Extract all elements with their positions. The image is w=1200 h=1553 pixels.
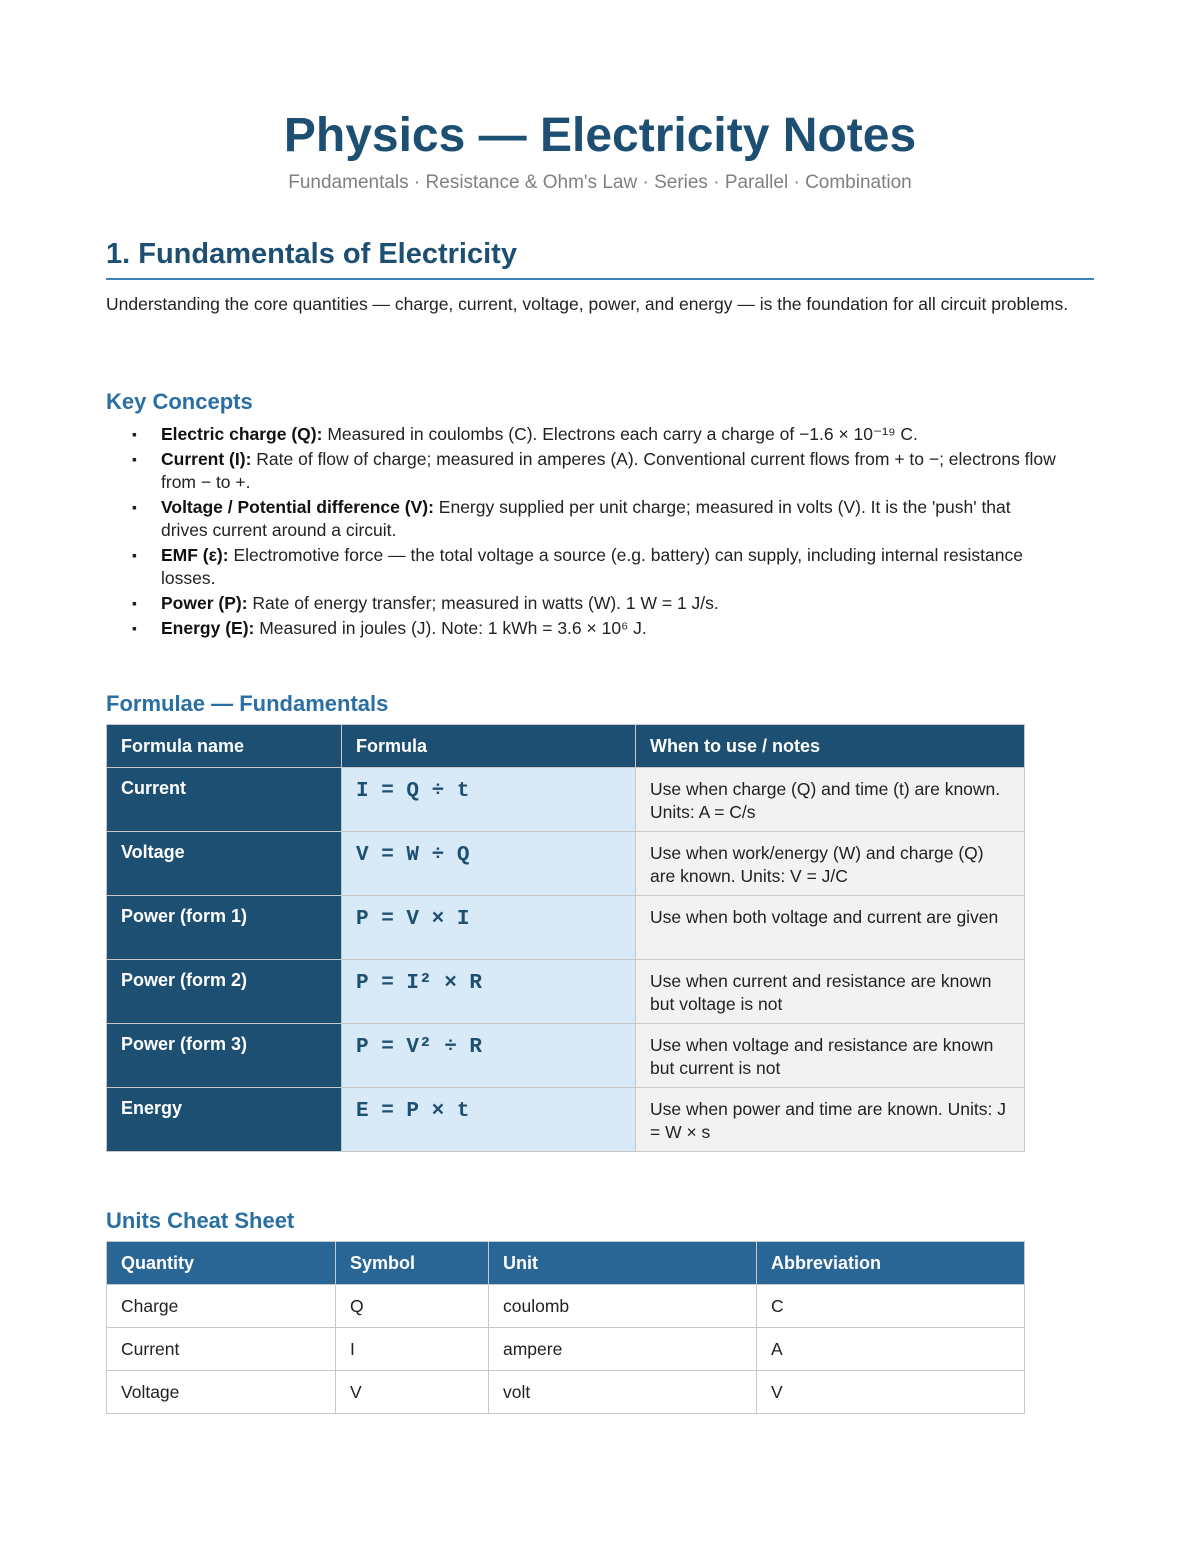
formulae-heading: Formulae — Fundamentals bbox=[106, 691, 389, 716]
table-row bbox=[107, 1024, 1025, 1088]
concept-term: Electric charge (Q): bbox=[161, 424, 323, 444]
bullet-icon: ▪ bbox=[132, 620, 137, 636]
table-row bbox=[107, 1088, 1025, 1152]
list-item bbox=[106, 496, 1056, 542]
list-item bbox=[106, 423, 1056, 446]
table-row bbox=[107, 1371, 1025, 1414]
key-concepts-list bbox=[106, 423, 1056, 642]
column-header: When to use / notes bbox=[636, 725, 1025, 768]
formula-expression: V = W ÷ Q bbox=[342, 832, 636, 896]
concept-term: Current (I): bbox=[161, 449, 252, 469]
formula-expression: P = V × I bbox=[342, 896, 636, 960]
column-header: Formula bbox=[342, 725, 636, 768]
formula-note: Use when voltage and resistance are known but current is not bbox=[636, 1024, 1025, 1088]
formula-name: Energy bbox=[107, 1088, 342, 1152]
concept-term: Power (P): bbox=[161, 593, 248, 613]
abbreviation-cell: A bbox=[757, 1328, 1025, 1371]
formula-name: Power (form 3) bbox=[107, 1024, 342, 1088]
formula-note: Use when work/energy (W) and charge (Q) are known. Units: V = J/C bbox=[636, 832, 1025, 896]
table-header-row bbox=[107, 1242, 1025, 1285]
table-row bbox=[107, 768, 1025, 832]
concept-term: Voltage / Potential difference (V): bbox=[161, 497, 434, 517]
units-heading: Units Cheat Sheet bbox=[106, 1208, 295, 1233]
unit-cell: ampere bbox=[489, 1328, 757, 1371]
table-row bbox=[107, 896, 1025, 960]
formula-expression: I = Q ÷ t bbox=[342, 768, 636, 832]
list-item bbox=[106, 592, 1056, 615]
table-row bbox=[107, 832, 1025, 896]
symbol-cell: I bbox=[336, 1328, 489, 1371]
page-title: Physics — Electricity Notes bbox=[283, 109, 917, 162]
concept-term: Energy (E): bbox=[161, 618, 255, 638]
concept-text: Measured in joules (J). Note: 1 kWh = 3.6 × 10⁶ J. bbox=[254, 618, 647, 638]
formula-note: Use when current and resistance are known but voltage is not bbox=[636, 960, 1025, 1024]
column-header: Abbreviation bbox=[757, 1242, 1025, 1285]
section-intro: Understanding the core quantities — charge, current, voltage, power, and energy — is the foundation for all circuit problems. bbox=[106, 294, 1069, 314]
symbol-cell: V bbox=[336, 1371, 489, 1414]
table-row bbox=[107, 1328, 1025, 1371]
formula-name: Power (form 2) bbox=[107, 960, 342, 1024]
column-header: Quantity bbox=[107, 1242, 336, 1285]
unit-cell: coulomb bbox=[489, 1285, 757, 1328]
formula-note: Use when charge (Q) and time (t) are known. Units: A = C/s bbox=[636, 768, 1025, 832]
table-row bbox=[107, 960, 1025, 1024]
concept-text: Rate of flow of charge; measured in amperes (A). Conventional current flows from + to −; electrons flow from − to +. bbox=[161, 449, 1056, 492]
quantity-cell: Voltage bbox=[107, 1371, 336, 1414]
concept-text: Rate of energy transfer; measured in watts (W). 1 W = 1 J/s. bbox=[247, 593, 719, 613]
formula-note: Use when power and time are known. Units: J = W × s bbox=[636, 1088, 1025, 1152]
list-item bbox=[106, 544, 1056, 590]
bullet-icon: ▪ bbox=[132, 426, 137, 442]
units-table bbox=[106, 1241, 1025, 1414]
unit-cell: volt bbox=[489, 1371, 757, 1414]
column-header: Symbol bbox=[336, 1242, 489, 1285]
bullet-icon: ▪ bbox=[132, 595, 137, 611]
column-header: Unit bbox=[489, 1242, 757, 1285]
concept-text: Measured in coulombs (C). Electrons each carry a charge of −1.6 × 10⁻¹⁹ C. bbox=[322, 424, 918, 444]
formula-name: Power (form 1) bbox=[107, 896, 342, 960]
page-subtitle: Fundamentals · Resistance & Ohm's Law · Series · Parallel · Combination bbox=[288, 172, 912, 193]
formula-name: Current bbox=[107, 768, 342, 832]
table-header-row bbox=[107, 725, 1025, 768]
quantity-cell: Charge bbox=[107, 1285, 336, 1328]
abbreviation-cell: V bbox=[757, 1371, 1025, 1414]
concept-term: EMF (ε): bbox=[161, 545, 229, 565]
concept-text: Electromotive force — the total voltage a source (e.g. battery) can supply, including internal resistance losses. bbox=[161, 545, 1023, 588]
column-header: Formula name bbox=[107, 725, 342, 768]
formula-expression: E = P × t bbox=[342, 1088, 636, 1152]
abbreviation-cell: C bbox=[757, 1285, 1025, 1328]
concept-text: Energy supplied per unit charge; measured in volts (V). It is the 'push' that drives current around a circuit. bbox=[161, 497, 1011, 540]
bullet-icon: ▪ bbox=[132, 451, 137, 467]
formula-expression: P = I² × R bbox=[342, 960, 636, 1024]
table-row bbox=[107, 1285, 1025, 1328]
section-heading-fundamentals: 1. Fundamentals of Electricity bbox=[106, 236, 1094, 280]
bullet-icon: ▪ bbox=[132, 499, 137, 515]
key-concepts-heading: Key Concepts bbox=[106, 389, 253, 414]
formulae-table bbox=[106, 724, 1025, 1152]
list-item bbox=[106, 617, 1056, 640]
symbol-cell: Q bbox=[336, 1285, 489, 1328]
formula-name: Voltage bbox=[107, 832, 342, 896]
list-item bbox=[106, 448, 1056, 494]
bullet-icon: ▪ bbox=[132, 547, 137, 563]
quantity-cell: Current bbox=[107, 1328, 336, 1371]
formula-expression: P = V² ÷ R bbox=[342, 1024, 636, 1088]
formula-note: Use when both voltage and current are given bbox=[636, 896, 1025, 960]
